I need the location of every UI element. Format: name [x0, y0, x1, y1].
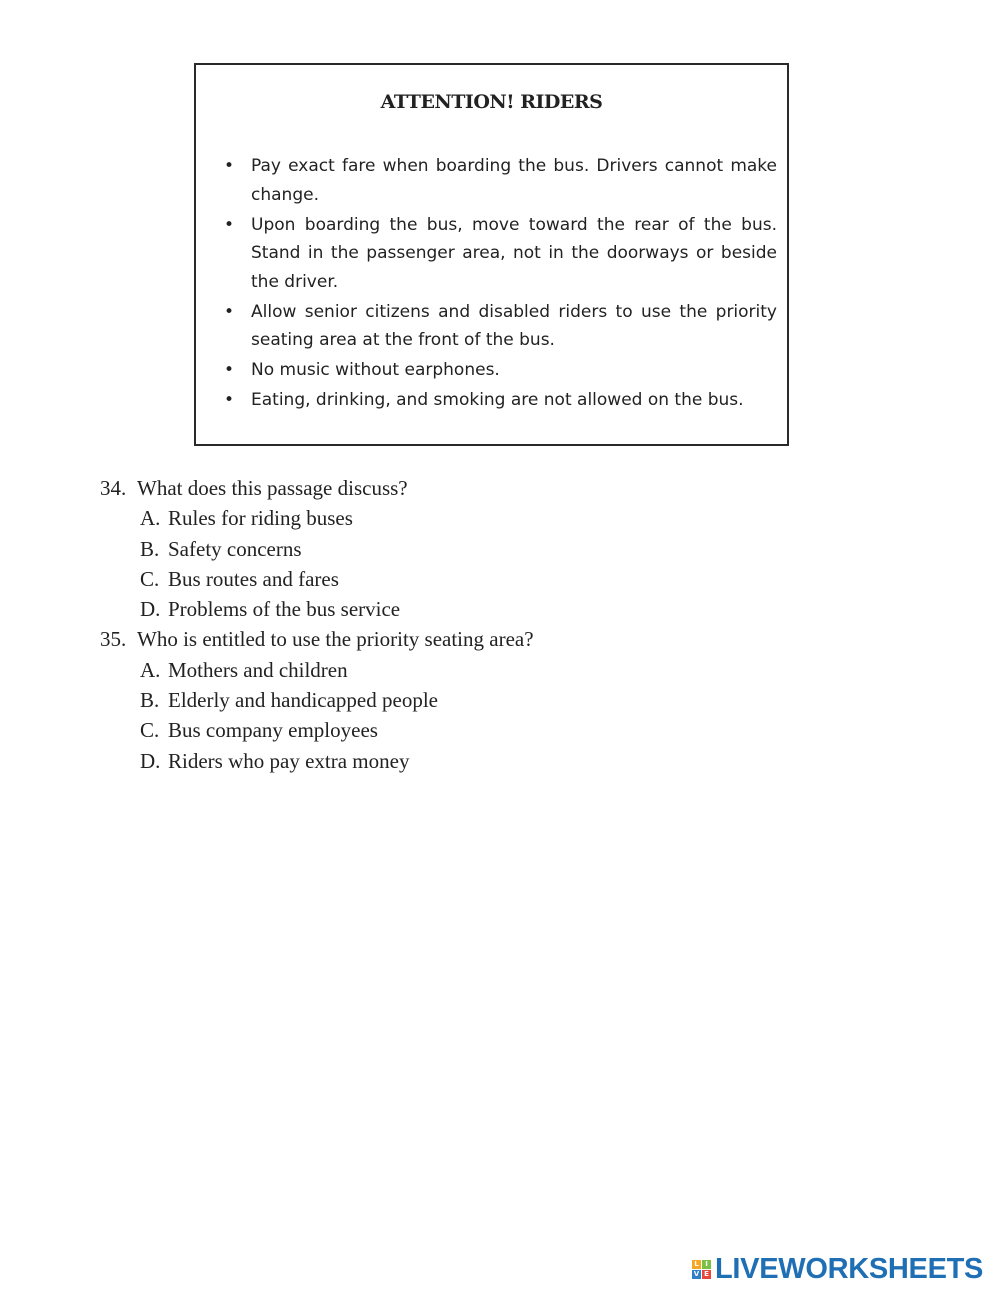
- rules-list: [224, 152, 777, 416]
- option-text: Elderly and handicapped people: [168, 688, 438, 713]
- bullet-icon: •: [224, 301, 235, 322]
- rule-text: Upon boarding the bus, move toward the rear of the bus. Stand in the passenger area, not in the doorways or beside the driver.: [251, 214, 777, 292]
- option-34-c: [100, 564, 534, 594]
- option-text: Bus company employees: [168, 718, 378, 743]
- bullet-icon: •: [224, 156, 235, 176]
- option-34-d: [100, 594, 534, 624]
- option-letter: C.: [140, 718, 160, 743]
- bullet-icon: •: [224, 390, 235, 410]
- option-letter: A.: [140, 506, 161, 531]
- question-34: [100, 473, 534, 503]
- rule-text: No music without earphones.: [251, 360, 500, 380]
- option-35-b: [100, 685, 534, 715]
- option-letter: D.: [140, 748, 161, 773]
- option-34-b: [100, 534, 534, 564]
- option-35-a: [100, 655, 534, 685]
- option-letter: C.: [140, 566, 160, 591]
- rule-item: [224, 356, 777, 385]
- question-number: 34.: [100, 476, 127, 500]
- option-35-d: [100, 746, 534, 776]
- option-35-c: [100, 715, 534, 745]
- liveworksheets-logo[interactable]: [692, 1254, 983, 1284]
- logo-mark-tile: E: [702, 1270, 711, 1279]
- option-letter: B.: [140, 536, 160, 561]
- logo-text: LIVEWORKSHEETS: [715, 1252, 984, 1285]
- question-text: What does this passage discuss?: [137, 476, 408, 500]
- liveworksheets-logo-icon: [692, 1260, 711, 1279]
- rule-text: Pay exact fare when boarding the bus. Drivers cannot make change.: [251, 156, 777, 205]
- rule-item: [224, 211, 777, 297]
- bullet-icon: •: [224, 360, 235, 380]
- rule-item: [224, 298, 777, 355]
- question-35: [100, 624, 534, 654]
- logo-mark-tile: L: [692, 1260, 701, 1269]
- question-text: Who is entitled to use the priority seating area?: [137, 627, 534, 652]
- bullet-icon: •: [224, 214, 235, 235]
- option-letter: B.: [140, 688, 160, 713]
- logo-mark-tile: V: [693, 1269, 700, 1278]
- rule-item: [224, 152, 777, 209]
- option-text: Safety concerns: [168, 536, 302, 561]
- option-text: Bus routes and fares: [168, 566, 339, 591]
- question-number: 35.: [100, 627, 127, 652]
- option-text: Riders who pay extra money: [168, 748, 410, 773]
- option-letter: D.: [140, 597, 161, 622]
- rule-text: Eating, drinking, and smoking are not allowed on the bus.: [251, 390, 744, 410]
- rule-text: Allow senior citizens and disabled riders to use the priority seating area at the front of the bus.: [251, 301, 777, 350]
- notice-box: [194, 63, 789, 446]
- option-letter: A.: [140, 657, 161, 682]
- option-text: Rules for riding buses: [168, 506, 353, 531]
- logo-mark-tile: I: [702, 1260, 711, 1269]
- questions-section: [100, 473, 534, 776]
- rule-item: [224, 386, 777, 415]
- notice-title: ATTENTION! RIDERS: [380, 91, 603, 113]
- option-text: Problems of the bus service: [168, 597, 401, 622]
- option-text: Mothers and children: [168, 657, 348, 682]
- option-34-a: [100, 503, 534, 533]
